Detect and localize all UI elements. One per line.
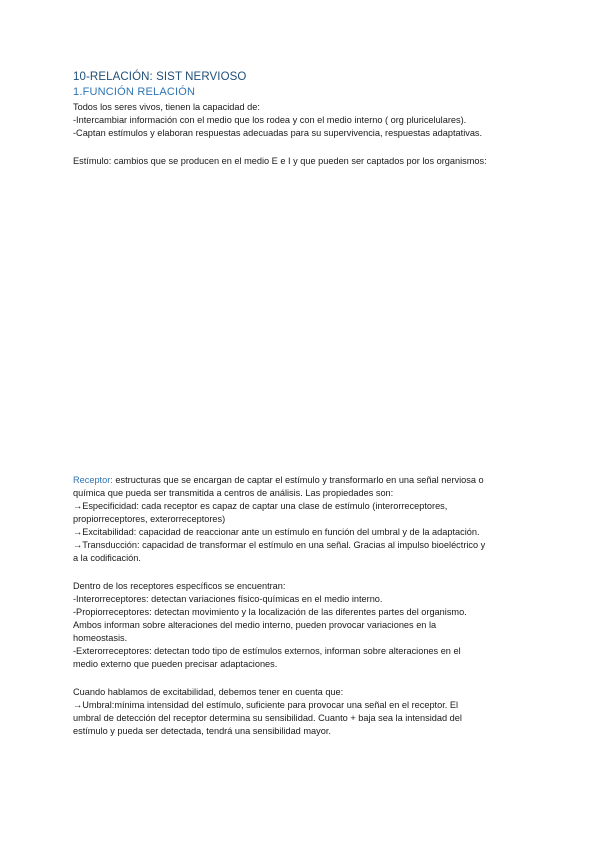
receptor-line: química que pueda ser transmitida a centros de análisis. Las propiedades son: [73,488,394,498]
excitabilidad-paragraph [73,686,533,738]
estimulo-definition: Estímulo: cambios que se producen en el medio E e I y que pueden ser captados por los organismos: [73,156,487,166]
excitabilidad-line: umbral de detección del receptor determina su sensibilidad. Cuanto + baja sea la intensidad del [73,713,462,723]
receptor-line: propiorreceptores, exterorreceptores) [73,514,226,524]
tipos-line: -Interorreceptores: detectan variaciones físico-químicas en el medio interno. [73,594,383,604]
blank-figure-area [73,175,528,465]
intro-paragraph [73,101,533,140]
intro-line: -Captan estímulos y elaboran respuestas adecuadas para su supervivencia, respuestas adaptativas. [73,128,483,138]
receptor-line: →Especificidad: cada receptor es capaz de captar una clase de estímulo (interorreceptores, [73,501,448,511]
excitabilidad-line: Cuando hablamos de excitabilidad, debemos tener en cuenta que: [73,687,344,697]
estimulo-paragraph [73,155,533,168]
receptor-paragraph [73,474,533,565]
excitabilidad-line: estímulo y pueda ser detectada, tendrá una sensibilidad mayor. [73,726,331,736]
tipos-line: Dentro de los receptores específicos se encuentran: [73,581,286,591]
document-title: 10-RELACIÓN: SIST NERVIOSO [73,71,247,83]
section-heading: 1.FUNCIÓN RELACIÓN [73,86,196,98]
tipos-paragraph [73,580,533,671]
receptor-line [73,474,533,487]
tipos-line: -Propiorreceptores: detectan movimiento y la localización de las diferentes partes del organismo. [73,607,467,617]
intro-line: Todos los seres vivos, tienen la capacidad de: [73,102,260,112]
receptor-line: →Transducción: capacidad de transformar el estímulo en una señal. Gracias al impulso bioeléctrico y [73,540,486,550]
tipos-line: -Exterorreceptores: detectan todo tipo de estímulos externos, informan sobre alteraciones en el [73,646,461,656]
receptor-definition: estructuras que se encargan de captar el estímulo y transformarlo en una señal nerviosa o [112,475,484,485]
excitabilidad-line: →Umbral:mínima intensidad del estímulo, suficiente para provocar una señal en el receptor. El [73,700,459,710]
tipos-line: medio externo que pueden precisar adaptaciones. [73,659,278,669]
receptor-line: a la codificación. [73,553,141,563]
intro-line: -Intercambiar información con el medio que los rodea y con el medio interno ( org pluricelulares). [73,115,467,125]
tipos-line: Ambos informan sobre alteraciones del medio interno, pueden provocar variaciones en la [73,620,437,630]
tipos-line: homeostasis. [73,633,128,643]
receptor-line: →Excitabilidad: capacidad de reaccionar ante un estímulo en función del umbral y de la adaptación. [73,527,480,537]
receptor-label: Receptor: [73,475,113,485]
